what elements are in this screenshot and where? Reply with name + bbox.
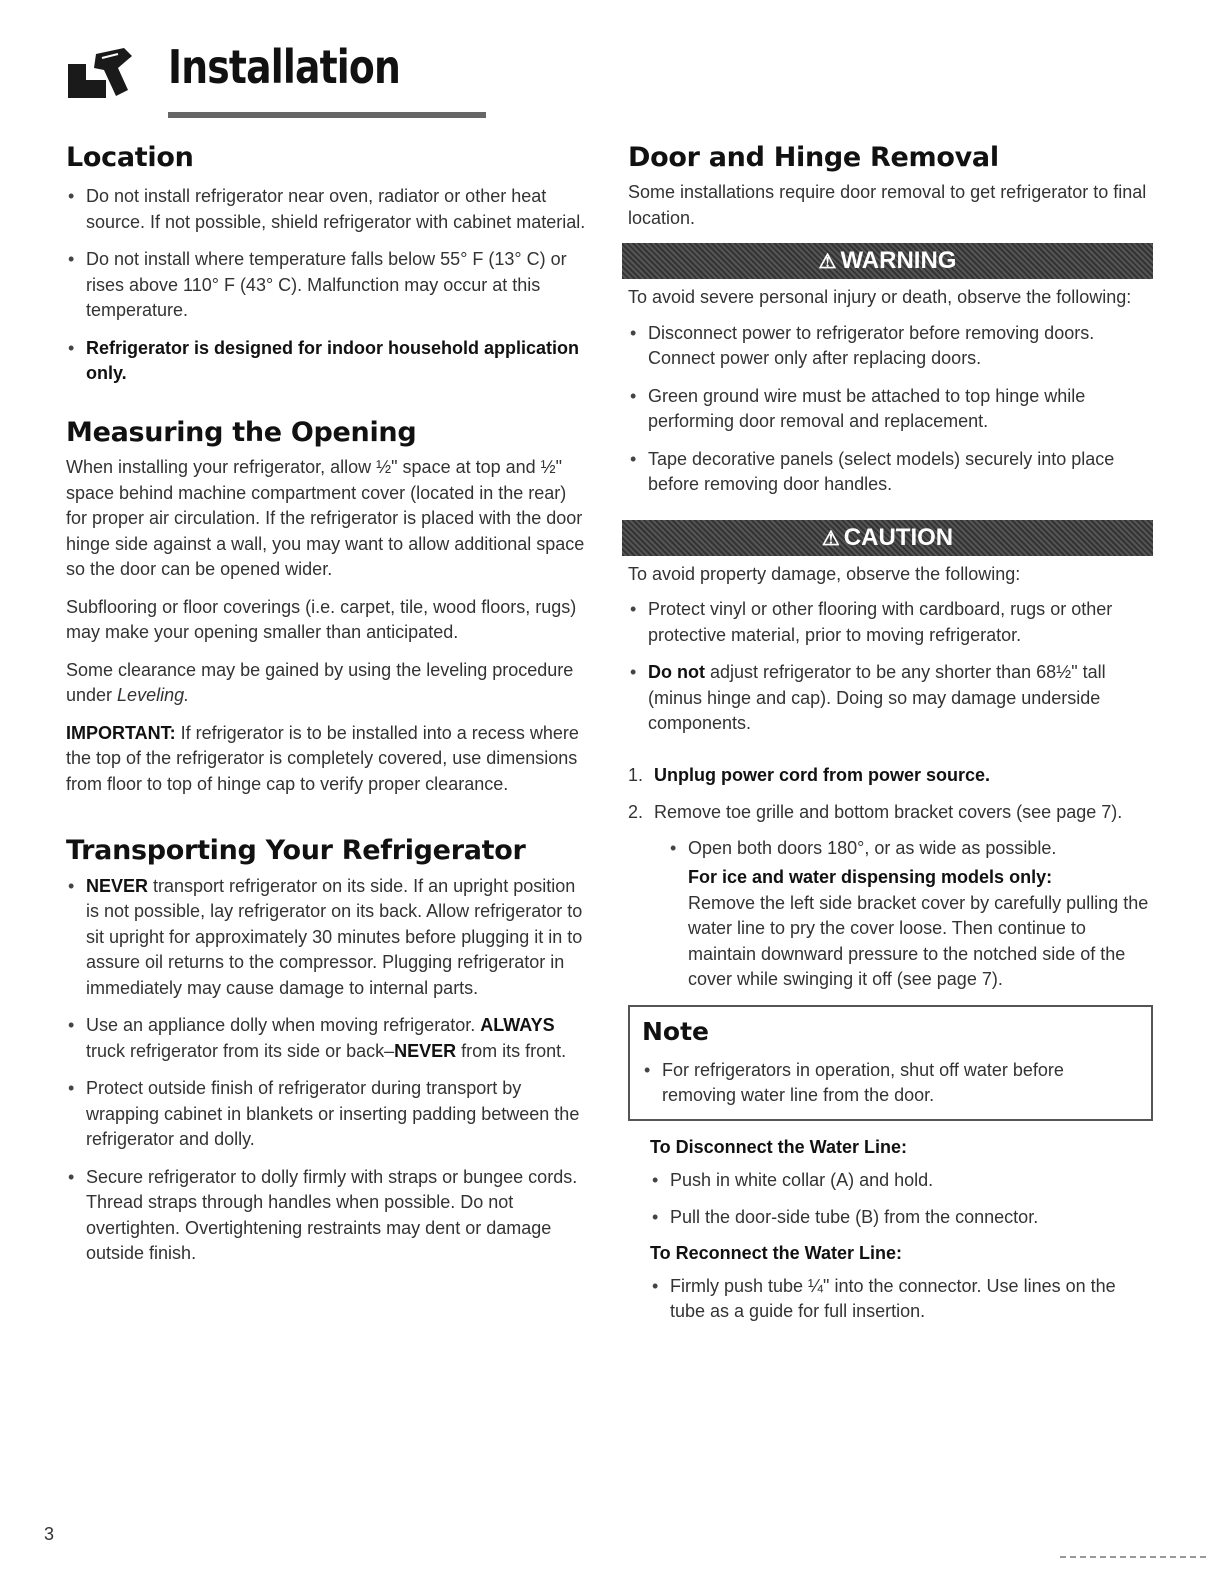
right-column	[628, 142, 1153, 1337]
leveling-reference: Leveling.	[117, 685, 190, 706]
list-item: • Do not install where temperature falls below 55° F (13° C) or rises above 110° F (43° C). Malfunction may occur at this temperature.	[66, 247, 586, 324]
note-heading: Note	[642, 1016, 710, 1046]
substep-list	[654, 836, 1153, 862]
caution-icon: ⚠	[821, 527, 840, 550]
ice-section	[654, 865, 1153, 993]
list-item: • Firmly push tube ¼" into the connector. Use lines on the tube as a guide for full insertion.	[650, 1274, 1153, 1325]
reconnect-list	[650, 1274, 1153, 1325]
location-heading: Location	[66, 142, 194, 173]
left-column	[66, 142, 586, 1279]
list-item: • Do not install refrigerator near oven, radiator or other heat source. If not possible, shield refrigerator with cabinet material.	[66, 184, 586, 235]
ice-text: Remove the left side bracket cover by carefully pulling the water line to pry the cover loose. Then continue to maintain downward pressure to the notched side of the cover while swinging it off (see page 7).	[688, 892, 1149, 990]
list-item: • Protect outside finish of refrigerator during transport by wrapping cabinet in blankets or inserting padding between the refrigerator and dolly.	[66, 1076, 586, 1153]
ice-heading: For ice and water dispensing models only:	[688, 867, 1053, 888]
list-item: • NEVER transport refrigerator on its side. If an upright position is not possible, lay refrigerator on its back. Allow refrigerator to sit upright for approximately 30 minutes before plugging it in to assure oil returns to the compressor. Plugging refrigerator in immediately may cause damage to internal parts.	[66, 874, 586, 1002]
page-title: Installation	[168, 40, 401, 94]
list-item: • Push in white collar (A) and hold.	[650, 1168, 1153, 1194]
list-item: • Open both doors 180°, or as wide as possible.	[668, 836, 1153, 862]
removal-steps	[628, 763, 1153, 993]
important-paragraph: IMPORTANT: If refrigerator is to be installed into a recess where the top of the refrigerator is completely covered, use dimensions from floor to top of hinge cap to verify proper clearance.	[66, 722, 579, 794]
water-line-section	[628, 1137, 1153, 1325]
list-item: • Pull the door-side tube (B) from the connector.	[650, 1205, 1153, 1231]
warning-icon: ⚠	[818, 251, 837, 274]
door-intro: Some installations require door removal to get refrigerator to final location.	[628, 182, 1147, 228]
step-item: 2. Remove toe grille and bottom bracket covers (see page 7). • Open both doors 180°, or as wide as possible. For ice and water dispensing models only: Remove the left side bracket cover by carefully pulling the water line to pry the cover loose. Then continue to maintain downward pressure to the notched side of the cover while swinging it off (see page 7).	[628, 800, 1153, 993]
measuring-paragraph: When installing your refrigerator, allow ½" space at top and ½" space behind machine compartment cover (located in the rear) for proper air circulation. If the refrigerator is placed with the door hinge side against a wall, you may want to allow additional space so the door can be opened wider.	[66, 457, 585, 580]
step-item: 1. Unplug power cord from power source.	[628, 764, 991, 785]
list-item: • Protect vinyl or other flooring with cardboard, rugs or other protective material, prior to moving refrigerator.	[628, 597, 1153, 648]
page-header	[66, 40, 426, 120]
important-label: IMPORTANT:	[66, 722, 176, 743]
note-box	[628, 1005, 1153, 1121]
disconnect-list	[650, 1168, 1153, 1231]
reconnect-heading: To Reconnect the Water Line:	[650, 1242, 903, 1263]
caution-intro: To avoid property damage, observe the following:	[628, 563, 1021, 584]
page-number: 3	[44, 1524, 55, 1544]
list-item	[66, 336, 586, 387]
door-heading: Door and Hinge Removal	[628, 142, 999, 173]
list-item: • Green ground wire must be attached to top hinge while performing door removal and replacement.	[628, 384, 1153, 435]
location-list	[66, 184, 586, 387]
footer-line	[1060, 1556, 1210, 1558]
list-item: • Do not adjust refrigerator to be any shorter than 68½" tall (minus hinge and cap). Doing so may damage underside components.	[628, 660, 1153, 737]
transport-list	[66, 874, 586, 1267]
caution-banner: ⚠ CAUTION	[622, 520, 1153, 556]
warning-intro: To avoid severe personal injury or death, observe the following:	[628, 287, 1132, 308]
disconnect-heading: To Disconnect the Water Line:	[650, 1136, 908, 1157]
measuring-paragraph: Some clearance may be gained by using the leveling procedure under Leveling.	[66, 659, 574, 706]
list-item: • Tape decorative panels (select models) securely into place before removing door handles.	[628, 447, 1153, 498]
warning-list	[628, 321, 1153, 498]
warning-banner: ⚠ WARNING	[622, 243, 1153, 279]
list-item: • Secure refrigerator to dolly firmly with straps or bungee cords. Thread straps through handles when possible. Do not overtighten. Overtightening restraints may dent or damage outside finish.	[66, 1165, 586, 1267]
indoor-use-note: Refrigerator is designed for indoor household application only.	[86, 337, 580, 384]
transport-heading: Transporting Your Refrigerator	[66, 835, 526, 867]
list-item: • For refrigerators in operation, shut off water before removing water line from the door.	[642, 1058, 1139, 1109]
list-item: • Use an appliance dolly when moving refrigerator. ALWAYS truck refrigerator from its side or back–NEVER from its front.	[66, 1013, 586, 1064]
title-underline	[168, 112, 486, 118]
measuring-paragraph: Subflooring or floor coverings (i.e. carpet, tile, wood floors, rugs) may make your opening smaller than anticipated.	[66, 596, 577, 643]
caution-list	[628, 597, 1153, 737]
measuring-heading: Measuring the Opening	[66, 416, 417, 448]
installation-icon	[66, 46, 156, 102]
list-item: • Disconnect power to refrigerator before removing doors. Connect power only after replacing doors.	[628, 321, 1153, 372]
note-list	[642, 1058, 1139, 1109]
